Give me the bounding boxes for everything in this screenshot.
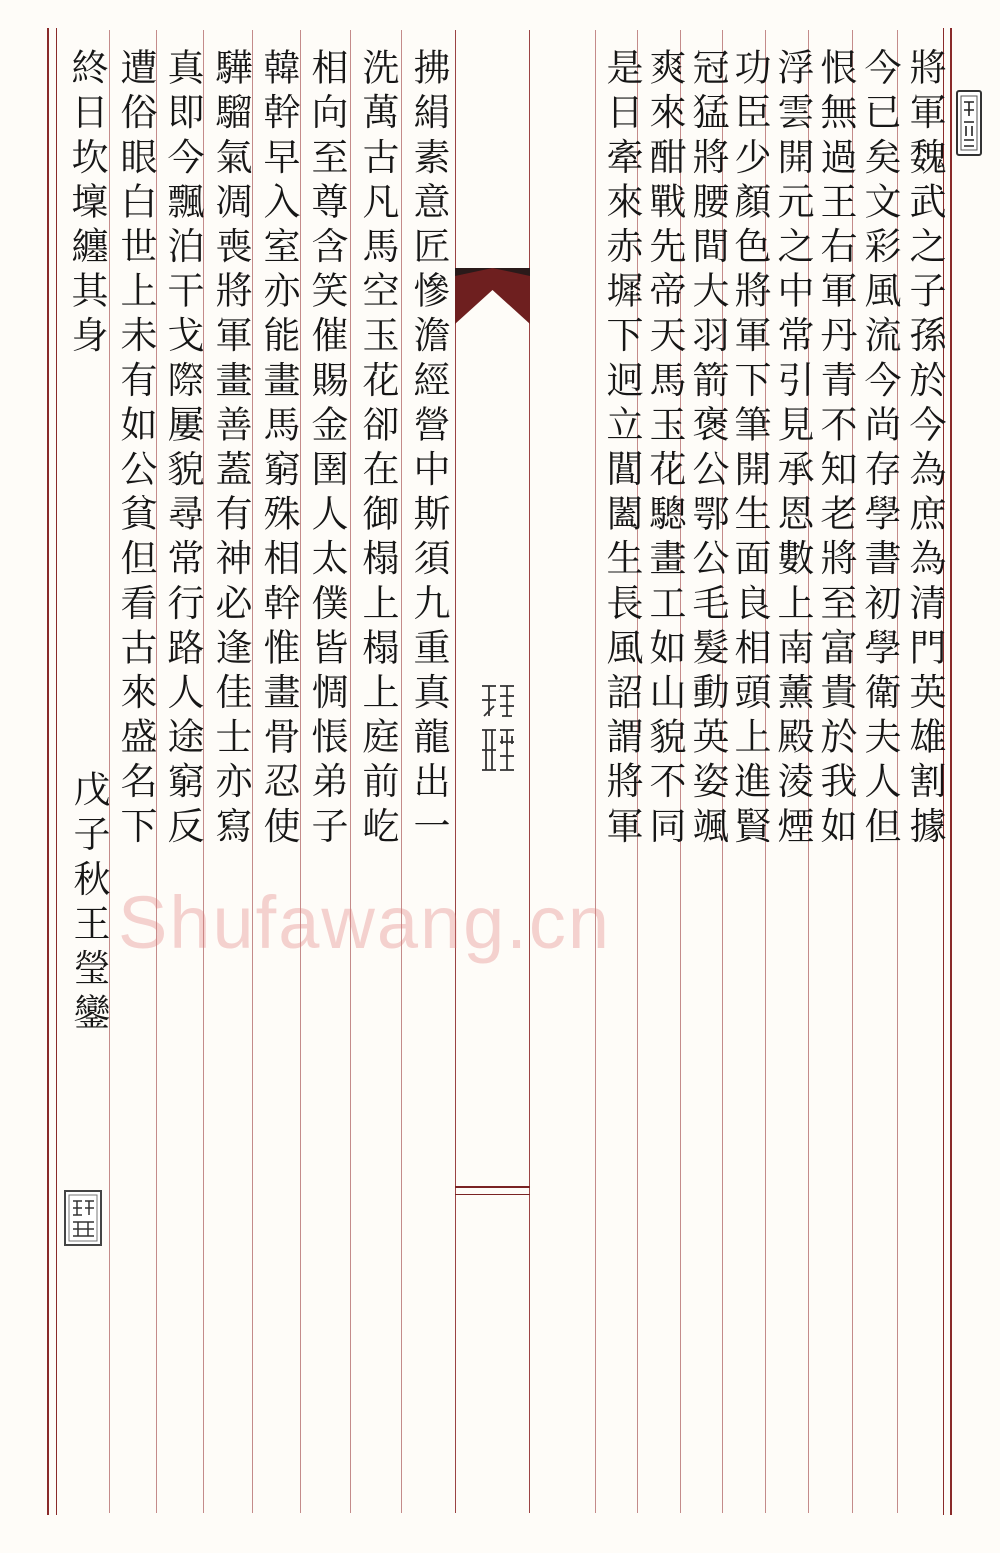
frame-right-outer [950, 28, 952, 1515]
text-column: 韓幹早入室亦能畫馬窮殊相幹惟畫骨忍使 [257, 48, 300, 851]
text-column: 將軍魏武之子孫於今為庶為清門英雄割據 [903, 48, 946, 851]
text-column: 恨無過王右軍丹青不知老將至富貴於我如 [814, 48, 857, 851]
center-seal-icon [478, 680, 520, 780]
text-column-final: 終日坎壈纏其身 [65, 48, 108, 361]
text-column: 洗萬古凡馬空玉花卻在御榻上榻上庭前屹 [356, 48, 399, 851]
band-edge-right [529, 30, 530, 1513]
text-column: 功臣少顏色將軍下筆開生面良相頭上進賢 [728, 48, 771, 851]
fishtail-ornament [455, 268, 530, 324]
text-column: 今已矣文彩風流今尚存學書初學衛夫人但 [858, 48, 901, 851]
text-column: 浮雲開元之中常引見承恩數上南薰殿淩煙 [771, 48, 814, 851]
text-column: 是日牽來赤墀下迥立閶闔生長風詔謂將軍 [600, 48, 643, 851]
band-lower-mark-2 [455, 1194, 530, 1195]
author-seal-icon [64, 1190, 102, 1246]
text-column: 相向至尊含笑催賜金圉人太僕皆惆悵弟子 [305, 48, 348, 851]
text-column: 拂絹素意匠慘澹經營中斯須九重真龍出一 [407, 48, 450, 851]
title-seal-icon [956, 90, 982, 156]
text-column: 爽來酣戰先帝天馬玉花驄畫工如山貌不同 [643, 48, 686, 851]
text-column: 驊騮氣凋喪將軍畫善蓋有神必逢佳士亦寫 [209, 48, 252, 851]
grid-line [401, 30, 402, 1513]
watermark: Shufawang.cn [118, 881, 612, 964]
band-lower-mark [455, 1186, 530, 1188]
signature: 戊子秋王瑩鑾 [67, 770, 110, 1038]
text-column: 冠猛將腰間大羽箭褒公鄂公毛髮動英姿颯 [686, 48, 729, 851]
grid-line [350, 30, 351, 1513]
text-column: 遭俗眼白世上未有如公貧但看古來盛名下 [114, 48, 157, 851]
text-column: 真即今飄泊干戈際屢貌尋常行路人途窮反 [161, 48, 204, 851]
frame-left-inner [56, 28, 57, 1515]
band-edge-left [455, 30, 456, 1513]
frame-left-outer [47, 28, 49, 1515]
grid-line [595, 30, 596, 1513]
